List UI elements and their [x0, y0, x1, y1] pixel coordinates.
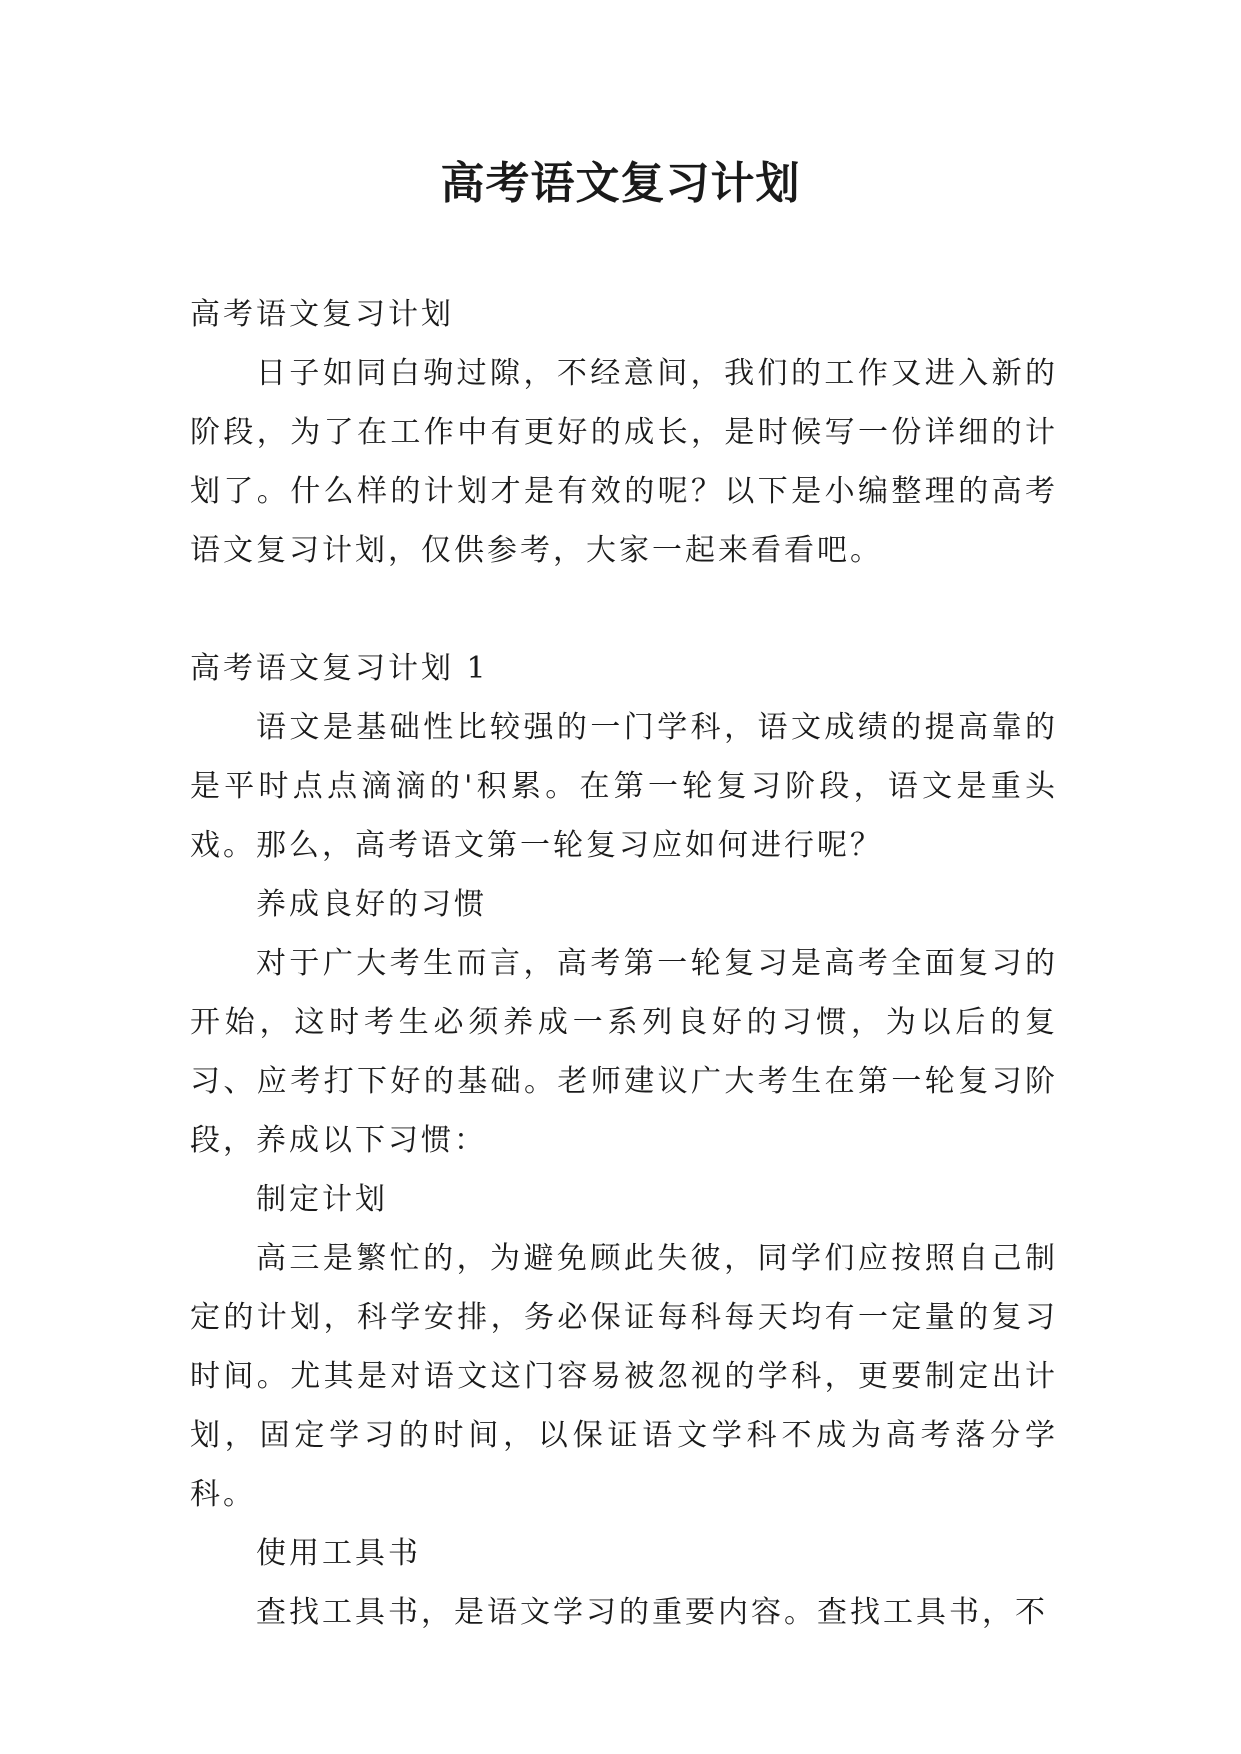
subheading-tools: 使用工具书	[256, 1536, 421, 1571]
document-body	[190, 285, 1058, 1642]
section-heading-plan-1: 高考语文复习计划 1	[190, 651, 489, 686]
tools-paragraph: 查找工具书，是语文学习的重要内容。查找工具书，不	[256, 1595, 1048, 1630]
plan-1-paragraph: 语文是基础性比较强的一门学科，语文成绩的提高靠的是平时点点滴滴的'积累。在第一轮复习阶段，语文是重头戏。那么，高考语文第一轮复习应如何进行呢？	[190, 710, 1058, 863]
subheading-plan: 制定计划	[256, 1182, 388, 1217]
plan-paragraph: 高三是繁忙的，为避免顾此失彼，同学们应按照自己制定的计划，科学安排，务必保证每科每天均有一定量的复习时间。尤其是对语文这门容易被忽视的学科，更要制定出计划，固定学习的时间，以保证语文学科不成为高考落分学科。	[190, 1241, 1058, 1512]
subheading-habits: 养成良好的习惯	[256, 887, 487, 922]
intro-paragraph: 日子如同白驹过隙，不经意间，我们的工作又进入新的阶段，为了在工作中有更好的成长，是时候写一份详细的计划了。什么样的计划才是有效的呢？以下是小编整理的高考语文复习计划，仅供参考，大家一起来看看吧。	[190, 356, 1058, 568]
document-title: 高考语文复习计划	[440, 158, 801, 209]
section-heading-intro: 高考语文复习计划	[190, 297, 454, 332]
habits-paragraph: 对于广大考生而言，高考第一轮复习是高考全面复习的开始，这时考生必须养成一系列良好的习惯，为以后的复习、应考打下好的基础。老师建议广大考生在第一轮复习阶段，养成以下习惯：	[190, 946, 1058, 1158]
blank-line	[190, 580, 1058, 639]
